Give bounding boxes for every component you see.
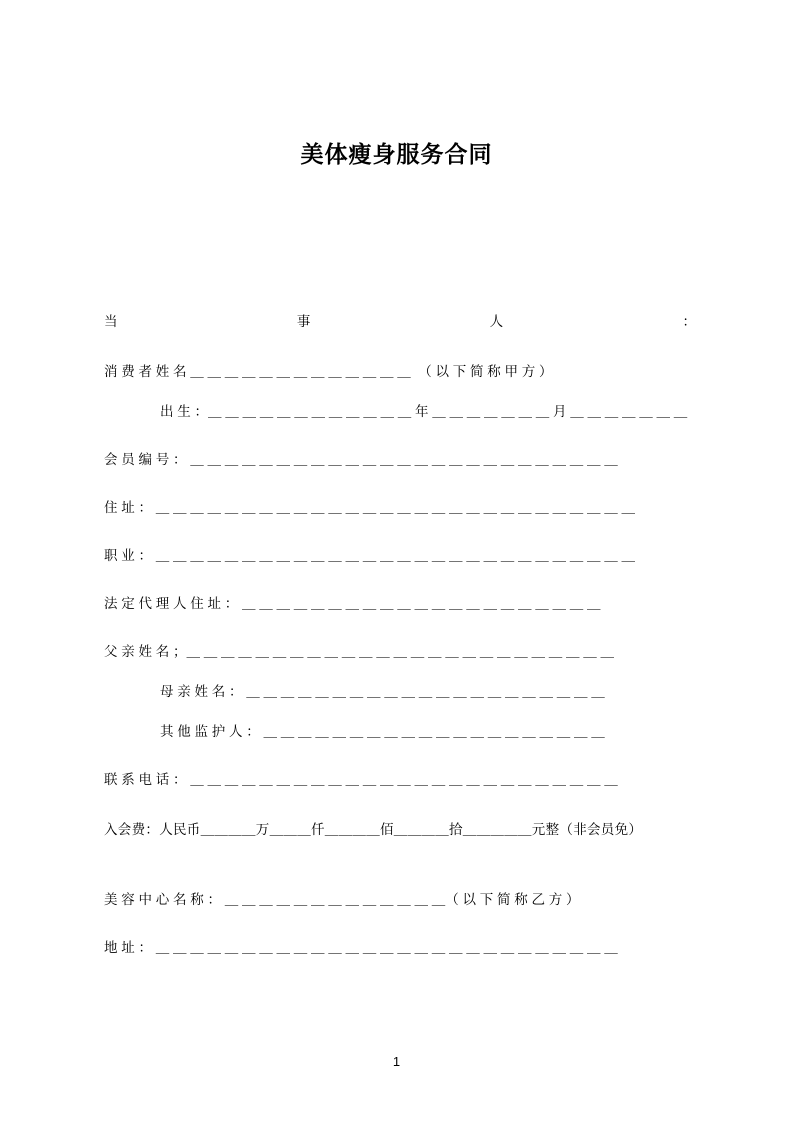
page-title: 美体瘦身服务合同 [300,141,493,167]
spacer [104,742,704,770]
parties-header-row [104,310,696,330]
field-contact-phone[interactable]: 联 系 电 话 ： ＿ ＿ ＿ ＿ ＿ ＿ ＿ ＿ ＿ ＿ ＿ ＿ ＿ ＿ ＿ ＿ ＿ ＿ ＿ ＿ ＿ ＿ ＿ ＿ ＿ [104,772,618,787]
spacer [104,910,704,938]
field-membership-fee[interactable]: 入会费：人民币＿＿＿＿万＿＿＿仟＿＿＿＿佰＿＿＿＿拾＿＿＿＿＿元整（非会员免） [104,822,643,837]
spacer [104,422,704,450]
field-address[interactable]: 住 址 ： ＿ ＿ ＿ ＿ ＿ ＿ ＿ ＿ ＿ ＿ ＿ ＿ ＿ ＿ ＿ ＿ ＿ ＿ ＿ ＿ ＿ ＿ ＿ ＿ ＿ ＿ ＿ ＿ [104,500,636,515]
spacer [104,790,704,818]
field-mother-name[interactable]: 母 亲 姓 名 ： ＿ ＿ ＿ ＿ ＿ ＿ ＿ ＿ ＿ ＿ ＿ ＿ ＿ ＿ ＿ ＿ ＿ ＿ ＿ ＿ ＿ [160,684,605,699]
field-consumer-name[interactable]: 消 费 者 姓 名 ＿ ＿ ＿ ＿ ＿ ＿ ＿ ＿ ＿ ＿ ＿ ＿ ＿ （ 以 下 简 称 甲 方 ） [104,364,553,379]
field-father-name[interactable]: 父 亲 姓 名 ；＿ ＿ ＿ ＿ ＿ ＿ ＿ ＿ ＿ ＿ ＿ ＿ ＿ ＿ ＿ ＿ ＿ ＿ ＿ ＿ ＿ ＿ ＿ ＿ ＿ [104,644,615,659]
spacer [104,330,704,362]
spacer [104,662,704,682]
field-other-guardian[interactable]: 其 他 监 护 人 ： ＿ ＿ ＿ ＿ ＿ ＿ ＿ ＿ ＿ ＿ ＿ ＿ ＿ ＿ ＿ ＿ ＿ ＿ ＿ ＿ [160,724,605,739]
spacer [104,382,704,402]
spacer [104,614,704,642]
parties-label-4: ： [682,314,696,329]
field-beauty-center-name[interactable]: 美 容 中 心 名 称 ： ＿ ＿ ＿ ＿ ＿ ＿ ＿ ＿ ＿ ＿ ＿ ＿ ＿（ 以 下 简 称 乙 方 ） [104,892,580,907]
field-birth-date[interactable]: 出 生 ：＿ ＿ ＿ ＿ ＿ ＿ ＿ ＿ ＿ ＿ ＿ ＿ 年 ＿ ＿ ＿ ＿ ＿ ＿ ＿ 月 ＿ ＿ ＿ ＿ ＿ ＿ ＿ [160,404,688,419]
parties-label-3: 人 [489,314,504,329]
parties-label-2: 事 [296,314,311,329]
spacer [104,518,704,546]
field-center-address[interactable]: 地 址 ： ＿ ＿ ＿ ＿ ＿ ＿ ＿ ＿ ＿ ＿ ＿ ＿ ＿ ＿ ＿ ＿ ＿ ＿ ＿ ＿ ＿ ＿ ＿ ＿ ＿ ＿ ＿ [104,940,618,955]
contract-body [104,310,704,958]
parties-label-1: 当 [104,314,118,329]
field-legal-representative-address[interactable]: 法 定 代 理 人 住 址 ： ＿ ＿ ＿ ＿ ＿ ＿ ＿ ＿ ＿ ＿ ＿ ＿ ＿ ＿ ＿ ＿ ＿ ＿ ＿ ＿ ＿ [104,596,601,611]
field-member-number[interactable]: 会 员 编 号 ： ＿ ＿ ＿ ＿ ＿ ＿ ＿ ＿ ＿ ＿ ＿ ＿ ＿ ＿ ＿ ＿ ＿ ＿ ＿ ＿ ＿ ＿ ＿ ＿ ＿ [104,452,618,467]
page-number: 1 [392,1054,401,1069]
spacer [104,838,704,890]
spacer [104,566,704,594]
spacer [104,470,704,498]
field-occupation[interactable]: 职 业 ： ＿ ＿ ＿ ＿ ＿ ＿ ＿ ＿ ＿ ＿ ＿ ＿ ＿ ＿ ＿ ＿ ＿ ＿ ＿ ＿ ＿ ＿ ＿ ＿ ＿ ＿ ＿ ＿ [104,548,636,563]
spacer [104,702,704,722]
